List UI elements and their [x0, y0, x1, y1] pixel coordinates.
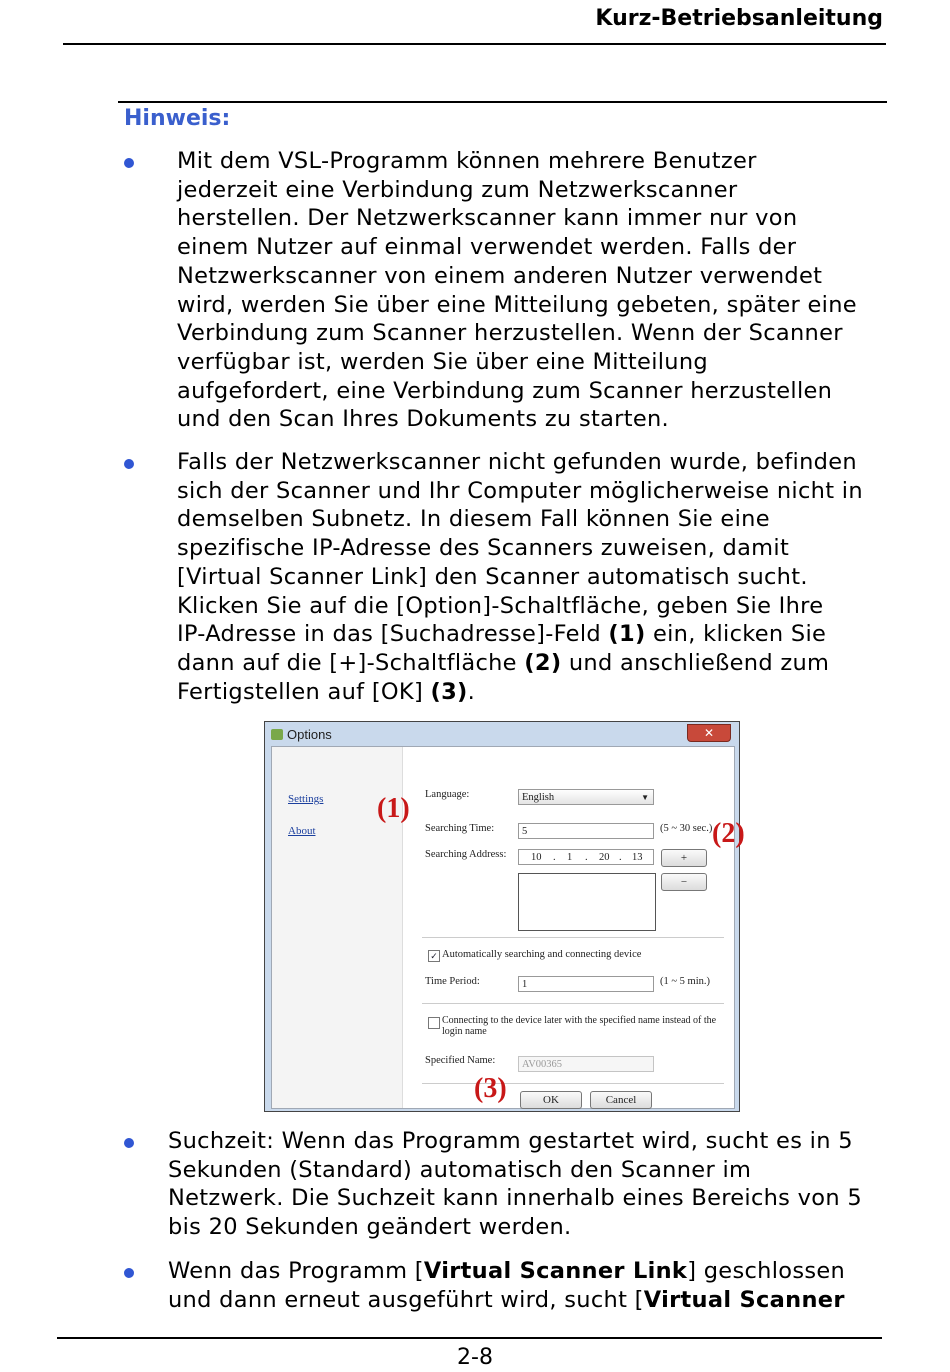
text-line: bis 20 Sekunden geändert werden. — [168, 1214, 572, 1241]
running-header: Kurz-Betriebsanleitung — [595, 6, 883, 31]
bullet-marker — [124, 158, 134, 168]
callout-2: (2) — [712, 818, 745, 849]
address-list[interactable] — [518, 873, 656, 931]
language-label: Language: — [425, 789, 470, 800]
bullet-marker — [124, 459, 134, 469]
text-line: jederzeit eine Verbindung zum Netzwerkscanner — [177, 176, 738, 203]
text-line: aufgefordert, eine Verbindung zum Scanner herzustellen — [177, 377, 833, 404]
text-line: Netzwerk. Die Suchzeit kann innerhalb eines Bereichs von 5 — [168, 1185, 862, 1212]
text-run: und dann erneut ausgeführt wird, sucht [ — [168, 1286, 644, 1313]
options-dialog-screenshot — [264, 721, 740, 1112]
text-line: verfügbar ist, werden Sie über eine Mitteilung — [177, 348, 709, 375]
connect-later-line: login name — [442, 1026, 487, 1037]
ref-1: (1) — [608, 621, 646, 648]
text-line: Falls der Netzwerkscanner nicht gefunden wurde, befinden — [177, 449, 857, 475]
footer-rule — [57, 1337, 882, 1339]
text-line: spezifische IP-Adresse des Scanners zuweisen, damit — [177, 535, 790, 562]
paragraph-3 — [168, 1127, 862, 1242]
text-run: Fertigstellen auf [OK] — [177, 678, 431, 705]
searching-time-input[interactable]: 5 — [518, 823, 654, 839]
text-line: Netzwerkscanner von einem anderen Nutzer verwendet — [177, 262, 823, 289]
text-line: [Virtual Scanner Link] den Scanner automatisch sucht. — [177, 563, 808, 590]
note-rule — [118, 101, 887, 103]
text-line: demselben Subnetz. In diesem Fall können Sie eine — [177, 506, 770, 533]
connect-later-label — [442, 1015, 716, 1037]
time-period-input[interactable]: 1 — [518, 976, 654, 992]
text-line — [177, 620, 863, 649]
language-value: English — [522, 792, 555, 803]
ip-address-input[interactable] — [518, 849, 654, 865]
ip-dot: . — [585, 852, 588, 863]
specified-name-label: Specified Name: — [425, 1055, 496, 1066]
bullet-marker — [124, 1268, 134, 1278]
connect-later-line: Connecting to the device later with the specified name instead of the — [442, 1015, 717, 1026]
text-line: sich der Scanner und Ihr Computer möglicherweise nicht in — [177, 477, 863, 504]
app-icon — [271, 729, 283, 740]
ip-dot: . — [553, 852, 556, 863]
header-rule — [63, 43, 886, 45]
note-paragraph-2 — [177, 448, 863, 706]
ip-octet: 13 — [632, 852, 643, 863]
ref-2: (2) — [524, 649, 562, 676]
auto-search-checkbox[interactable]: ✓ — [428, 950, 440, 962]
text-line — [168, 1257, 845, 1286]
page-number: 2-8 — [457, 1345, 493, 1370]
time-period-hint: (1 ~ 5 min.) — [660, 976, 711, 987]
ip-octet: 20 — [599, 852, 610, 863]
text-line — [177, 649, 863, 678]
text-run: und anschließend zum — [561, 649, 830, 676]
specified-name-input[interactable]: AV00365 — [518, 1056, 654, 1072]
paragraph-4 — [168, 1257, 845, 1314]
text-line — [177, 678, 863, 707]
searching-time-label: Searching Time: — [425, 823, 495, 834]
text-run: IP-Adresse in das [Suchadresse]-Feld — [177, 621, 609, 648]
text-line: herstellen. Der Netzwerkscanner kann immer nur von — [177, 205, 798, 232]
text-line: Verbindung zum Scanner herzustellen. Wenn der Scanner — [177, 320, 843, 347]
text-line — [168, 1286, 845, 1315]
text-run: ] geschlossen — [687, 1258, 846, 1284]
close-icon[interactable]: ✕ — [687, 724, 731, 742]
app-name: Virtual Scanner Link — [423, 1258, 688, 1284]
dialog-title: Options — [287, 727, 332, 742]
callout-3: (3) — [474, 1073, 507, 1104]
time-period-label: Time Period: — [425, 976, 480, 987]
connect-later-checkbox[interactable] — [428, 1017, 440, 1029]
ip-octet: 1 — [567, 852, 573, 863]
app-name: Virtual Scanner — [643, 1286, 845, 1313]
text-run: ein, klicken Sie — [645, 621, 827, 648]
note-title: Hinweis: — [124, 106, 231, 131]
nav-settings-link[interactable]: Settings — [288, 793, 324, 805]
text-run: . — [467, 678, 476, 705]
searching-time-hint: (5 ~ 30 sec.) — [660, 823, 713, 834]
ip-octet: 10 — [531, 852, 542, 863]
chevron-down-icon: ▼ — [641, 793, 649, 802]
divider — [422, 1003, 724, 1004]
nav-about-link[interactable]: About — [288, 825, 316, 837]
ok-button[interactable]: OK — [520, 1091, 582, 1109]
bullet-marker — [124, 1138, 134, 1148]
dialog-body — [271, 746, 735, 1109]
text-line: Sekunden (Standard) automatisch den Scanner im — [168, 1156, 752, 1183]
cancel-button[interactable]: Cancel — [590, 1091, 652, 1109]
add-address-button[interactable]: + — [661, 849, 707, 867]
text-line: wird, werden Sie über eine Mitteilung gebeten, später eine — [177, 291, 857, 318]
text-run: Wenn das Programm [ — [168, 1258, 424, 1284]
ip-dot: . — [619, 852, 622, 863]
text-line: einem Nutzer auf einmal verwendet werden. Falls der — [177, 234, 797, 261]
callout-1: (1) — [377, 793, 410, 824]
text-line: Suchzeit: Wenn das Programm gestartet wird, sucht es in 5 — [168, 1128, 853, 1154]
ref-3: (3) — [430, 678, 468, 705]
note-paragraph-1 — [177, 147, 857, 434]
text-line: Mit dem VSL-Programm können mehrere Benutzer — [177, 148, 757, 174]
auto-search-label: Automatically searching and connecting device — [442, 949, 642, 960]
text-line: und den Scan Ihres Dokuments zu starten. — [177, 406, 670, 433]
language-select[interactable] — [518, 789, 654, 805]
searching-address-label: Searching Address: — [425, 849, 507, 860]
text-line: Klicken Sie auf die [Option]-Schaltfläche, geben Sie Ihre — [177, 592, 824, 619]
divider — [422, 1083, 724, 1084]
divider — [422, 937, 724, 938]
text-run: dann auf die [+]-Schaltfläche — [177, 649, 525, 676]
remove-address-button[interactable]: − — [661, 873, 707, 891]
